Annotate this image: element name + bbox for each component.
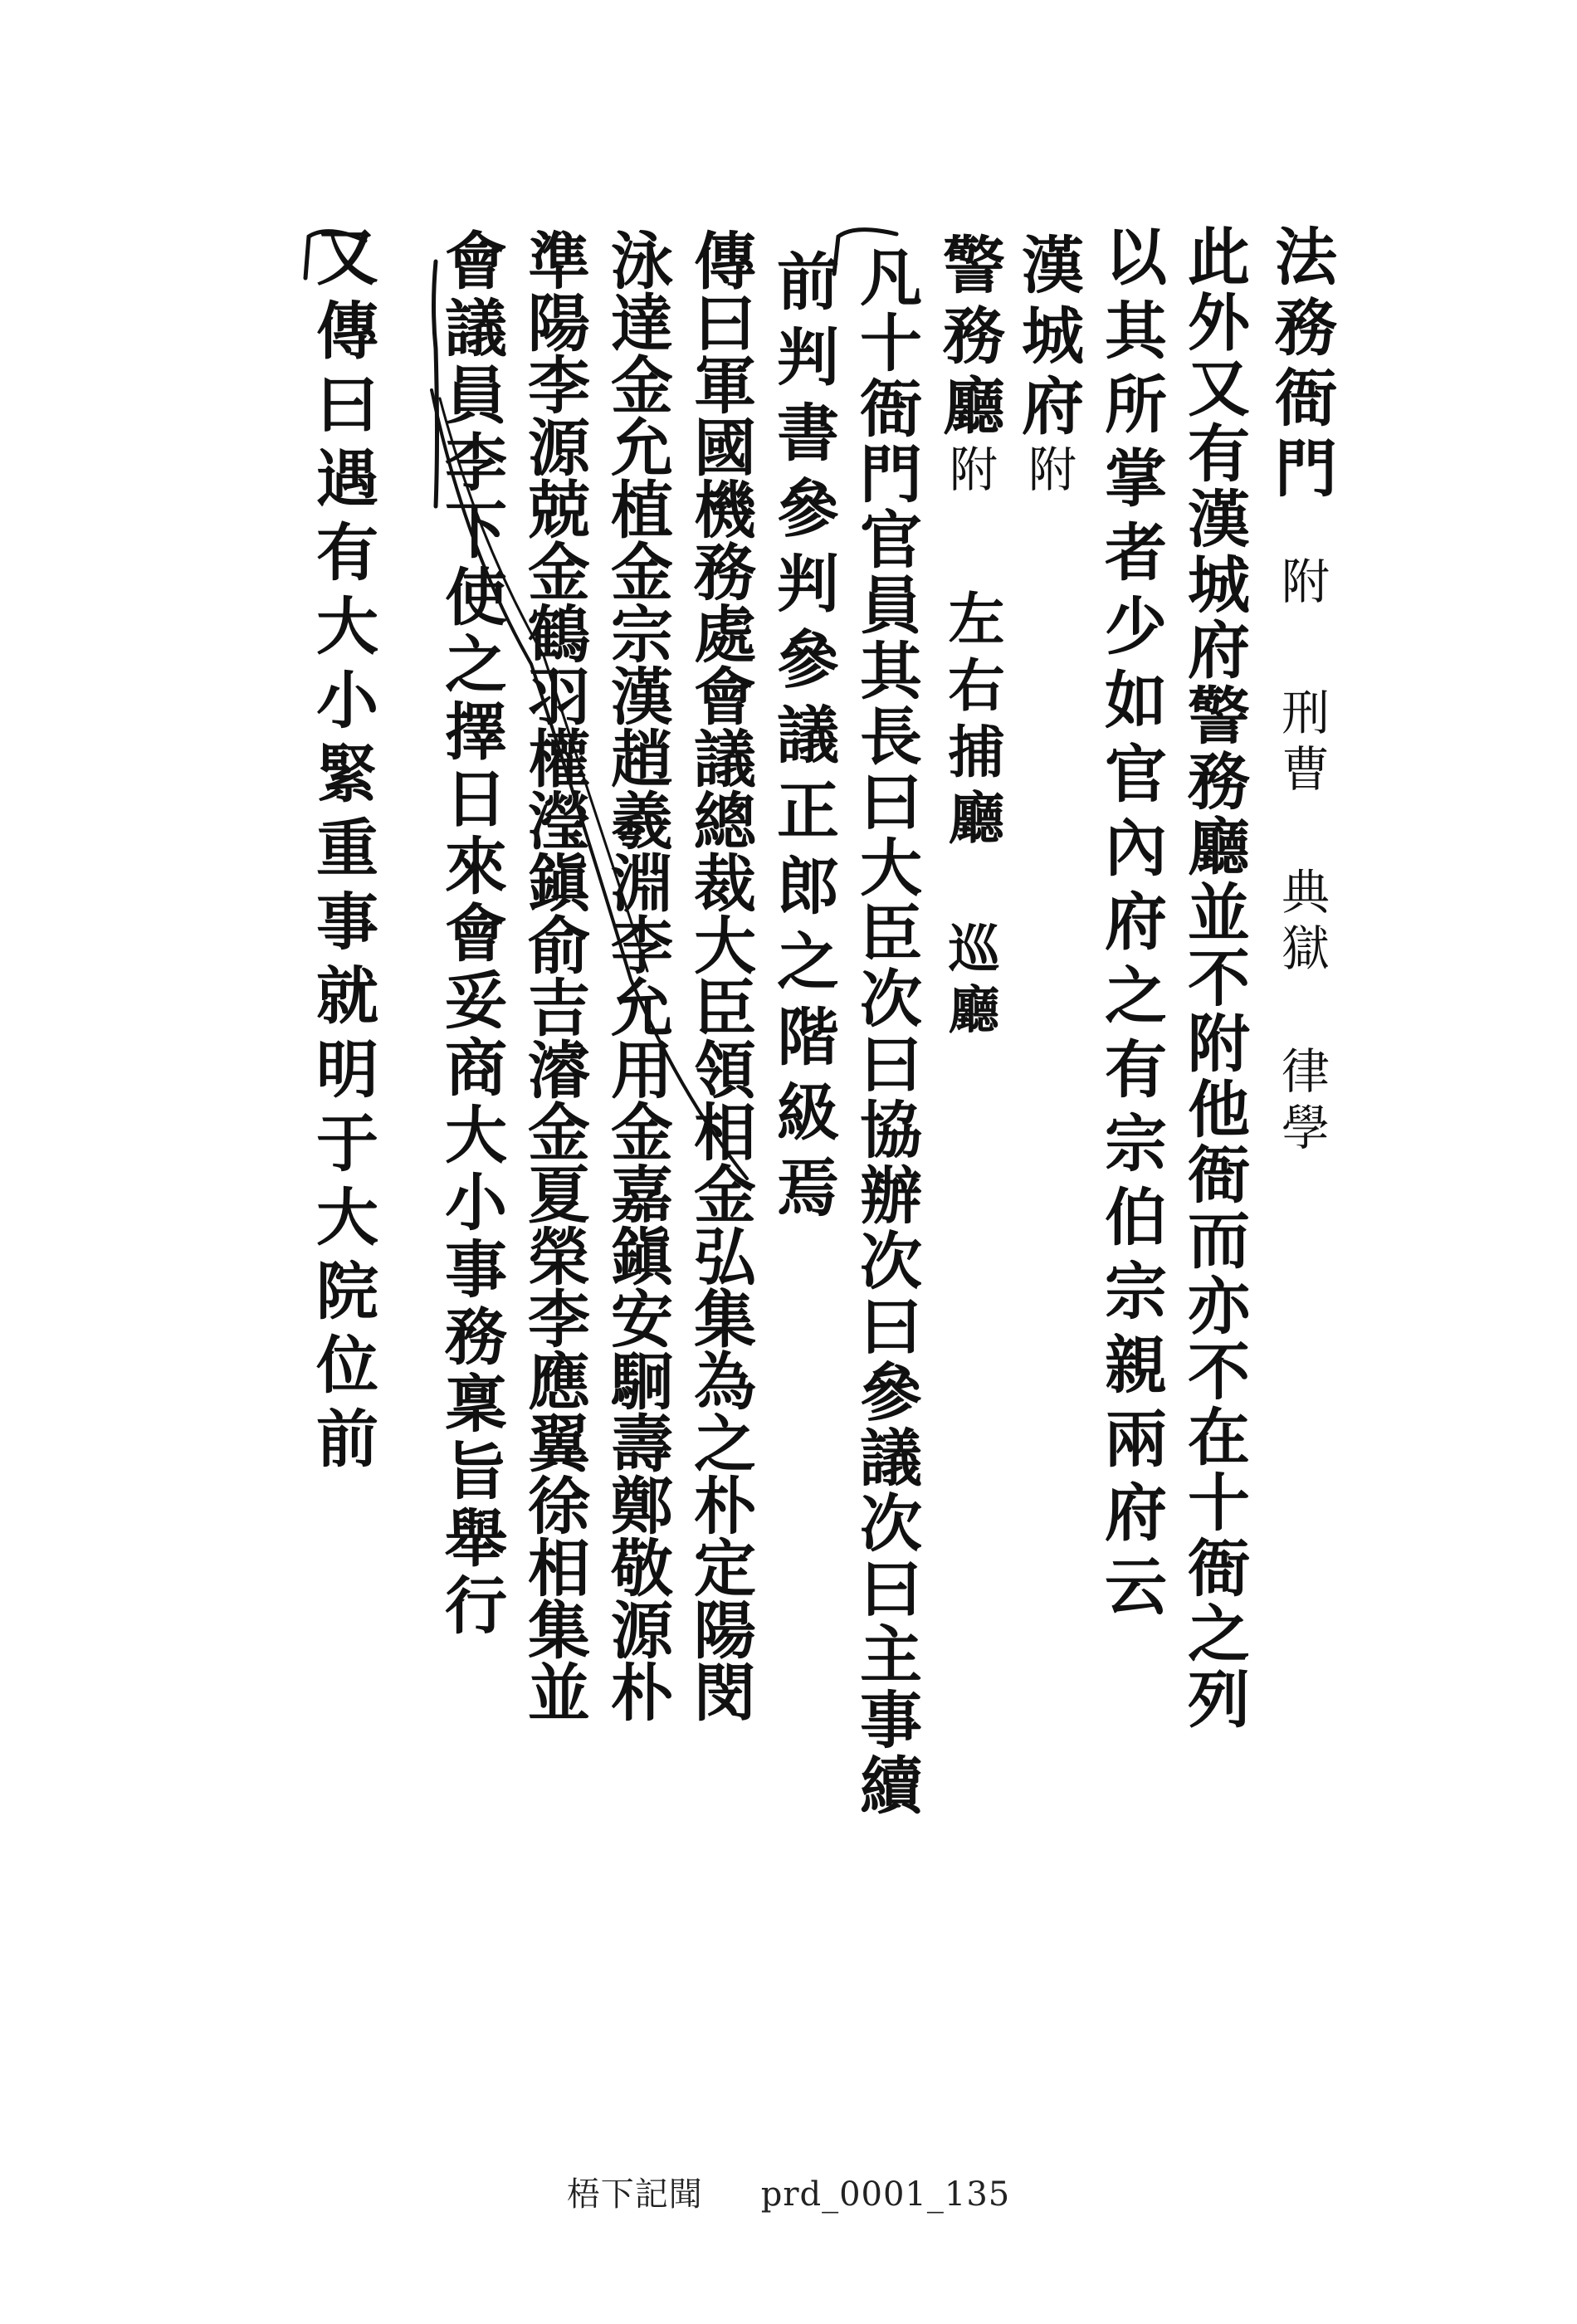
column-8-main: 傳曰軍國機務處會議總裁大臣領相金弘集為之朴定陽閔 [684,228,757,1722]
column-1-note-4: 律學 [1273,1046,1330,1159]
text-column-3 [1095,224,1168,1628]
column-5-sub-note-1: 左右捕廳 [939,589,1005,855]
column-11-main: 會議員李下使之擇日來會妥商大小事務稟旨舉行 [435,228,508,1640]
text-column-4 [1012,232,1085,500]
text-column-1 [1265,224,1338,1159]
text-column-5 [933,232,1006,500]
column-7-main: 前判書參判參議正郎之階級焉 [767,249,840,1231]
column-4-main: 漢城府 [1012,232,1085,444]
text-column-6 [850,245,923,1819]
column-5-note-1: 附 [941,444,998,500]
column-5-main: 警務廳 [933,232,1006,444]
text-column-12 [306,224,379,1480]
column-4-note-1: 附 [1020,444,1077,500]
text-column-9 [601,228,674,1722]
text-column-7 [767,249,840,1231]
page-footer [0,2168,1577,2215]
column-5-sub-note-2: 巡廳 [940,921,1000,1044]
column-6-main: 凡十衙門官員其長曰大臣次曰協辦次曰參議次曰主事續 [850,245,923,1819]
column-9-main: 泳達金允植金宗漢趙羲淵李允用金嘉鎭安駉壽鄭敬源朴 [601,228,674,1722]
text-column-2 [1178,224,1251,1732]
column-1-note-1: 附 [1273,556,1330,613]
page-identifier: prd_0001_135 [760,2175,1011,2214]
manuscript-text-block [282,224,1336,2009]
text-column-11 [435,228,508,1640]
column-1-note-3: 典獄 [1273,867,1330,979]
column-1-note-2: 刑曹 [1273,687,1330,800]
book-title: 梧下記聞 [566,2175,703,2214]
column-12-main: 又傳曰遇有大小緊重事就明于大院位前 [306,224,379,1480]
text-column-10 [518,228,591,1722]
text-column-8 [684,228,757,1722]
column-2-main: 此外又有漢城府警務廳並不附他衙而亦不在十衙之列 [1178,224,1251,1732]
column-10-main: 準陽李源兢金鶴羽權瀅鎭俞吉濬金夏榮李應翼徐相集並 [518,228,591,1722]
column-3-main: 以其所掌者少如官內府之有宗伯宗親兩府云 [1095,224,1168,1628]
column-1-main: 法務衙門 [1265,224,1338,506]
